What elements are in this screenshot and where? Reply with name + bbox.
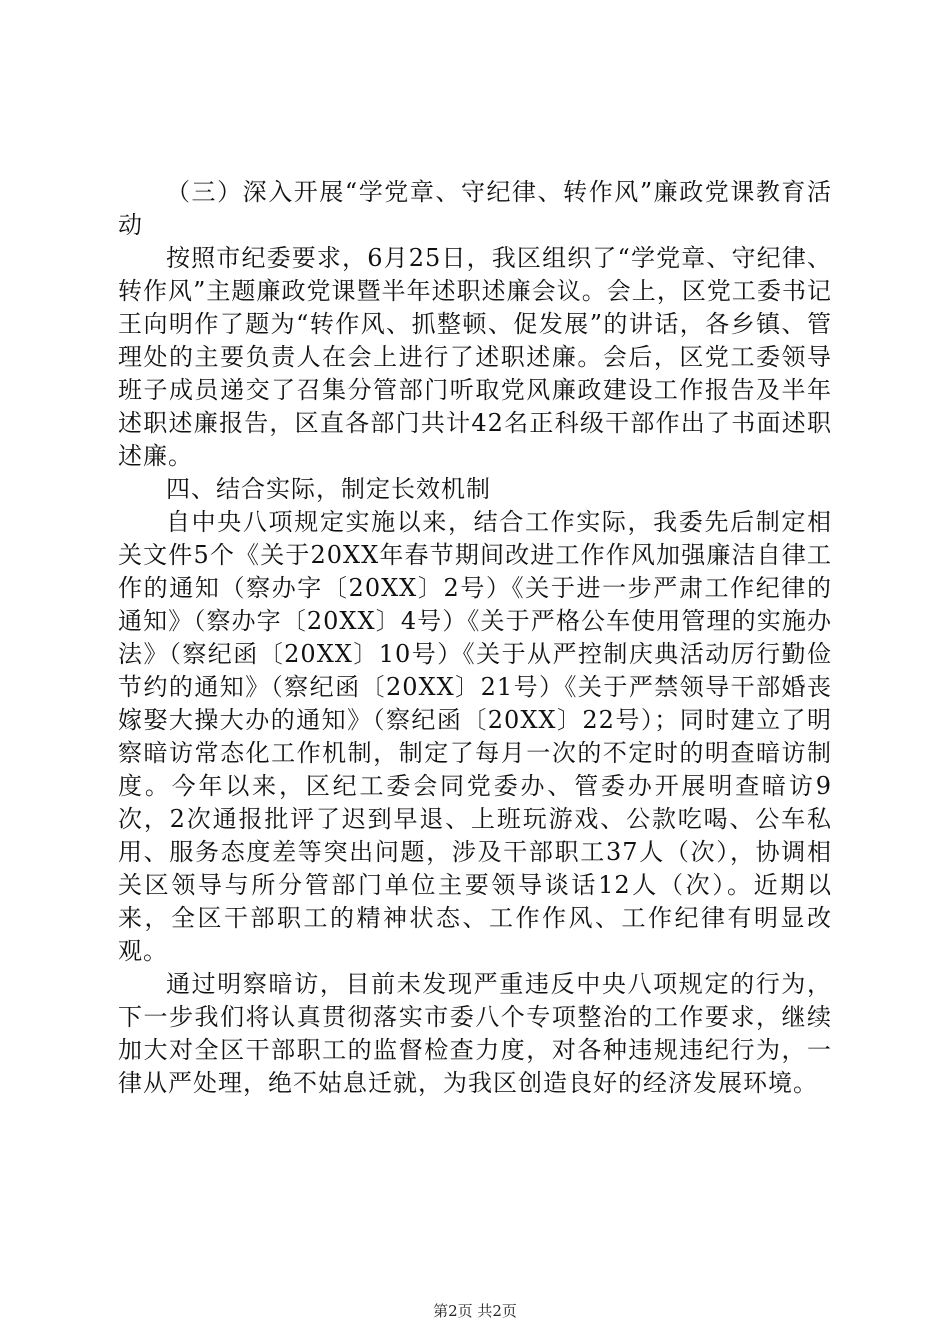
page-number-footer: 第2页 共2页 bbox=[433, 1302, 517, 1320]
document-body bbox=[118, 176, 832, 1100]
paragraph-regulations-inspections: 自中央八项规定实施以来，结合工作实际，我委先后制定相关文件5个《关于20XX年春节期间改进工作作风加强廉洁自律工作的通知（察办字〔20XX〕2号）《关于进一步严肃工作纪律的通知》（察办字〔20XX〕4号）《关于严格公车使用管理的实施办法》（察纪函〔20XX〕10号）《关于从严控制庆典活动厉行勤俭节约的通知》（察纪函〔20XX〕21号）《关于严禁领导干部婚丧嫁娶大操大办的通知》（察纪函〔20XX〕22号）；同时建立了明察暗访常态化工作机制，制定了每月一次的不定时的明查暗访制度。今年以来，区纪工委会同党委办、管委办开展明查暗访9次，2次通报批评了迟到早退、上班玩游戏、公款吃喝、公车私用、服务态度差等突出问题，涉及干部职工37人（次），协调相关区领导与所分管部门单位主要领导谈话12人（次）。近期以来，全区干部职工的精神状态、工作作风、工作纪律有明显改观。 bbox=[118, 508, 832, 965]
section-heading-long-term-mechanism: 四、结合实际，制定长效机制 bbox=[166, 475, 491, 503]
paragraph-next-steps: 通过明察暗访，目前未发现严重违反中央八项规定的行为，下一步我们将认真贯彻落实市委八个专项整治的工作要求，继续加大对全区干部职工的监督检查力度，对各种违规违纪行为，一律从严处理，绝不姑息迁就，为我区创造良好的经济发展环境。 bbox=[118, 970, 832, 1097]
section-heading-party-lesson: （三）深入开展“学党章、守纪律、转作风”廉政党课教育活动 bbox=[118, 178, 832, 239]
paragraph-party-lesson-meeting: 按照市纪委要求，6月25日，我区组织了“学党章、守纪律、转作风”主题廉政党课暨半年述职述廉会议。会上，区党工委书记王向明作了题为“转作风、抓整顿、促发展”的讲话，各乡镇、管理处的主要负责人在会上进行了述职述廉。会后，区党工委领导班子成员递交了召集分管部门听取党风廉政建设工作报告及半年述职述廉报告，区直各部门共计42名正科级干部作出了书面述职述廉。 bbox=[118, 244, 832, 470]
